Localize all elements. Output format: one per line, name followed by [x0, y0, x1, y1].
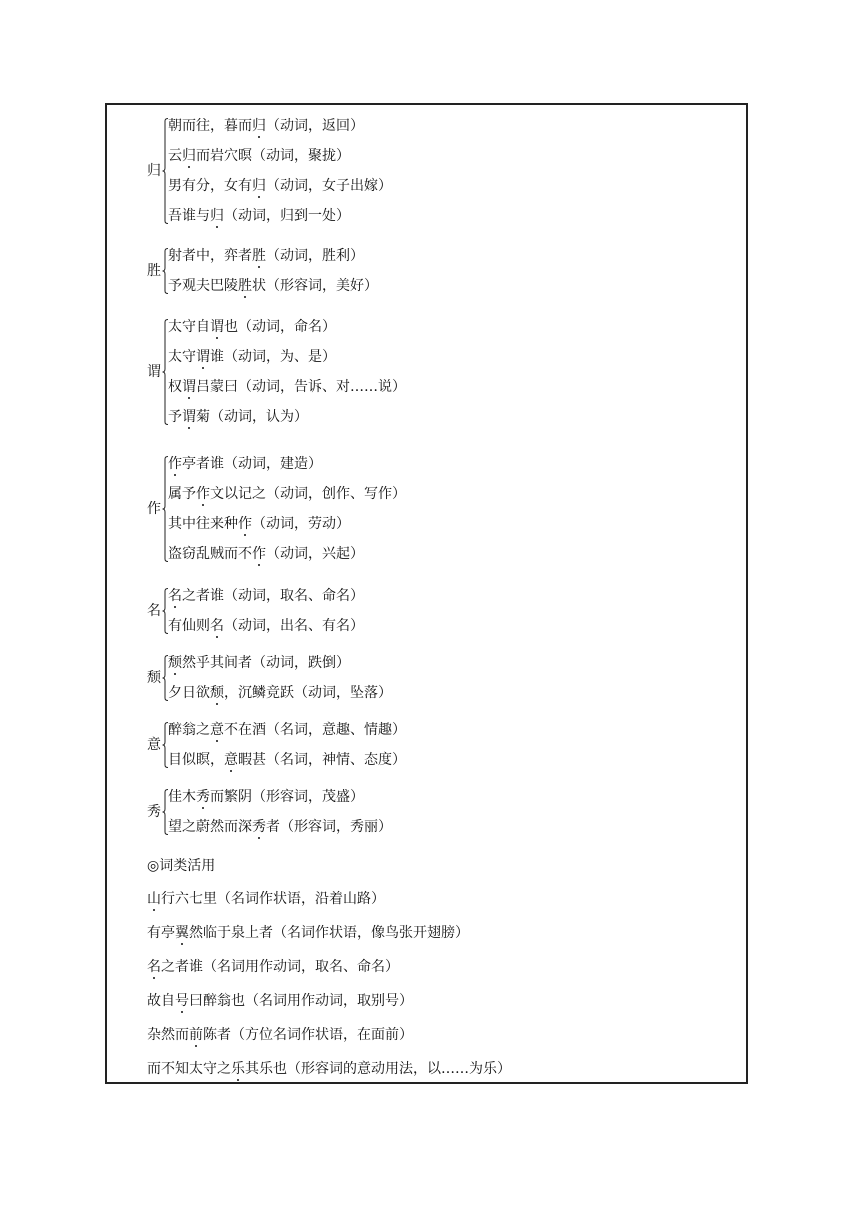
text-segment: （动词，归到一处）: [224, 208, 350, 224]
text-segment: 状（形容词，美好）: [252, 278, 378, 294]
text-segment: 权: [168, 379, 182, 395]
text-segment: 菊（动词，认为）: [196, 409, 308, 425]
usage-item: [147, 891, 385, 907]
text-segment: （动词，兴起）: [266, 546, 364, 562]
text-segment: 亭者谁（动词，建造）: [182, 456, 322, 472]
example-line: [168, 588, 364, 604]
emphasis-character: 颓: [210, 685, 224, 701]
example-line: [168, 278, 378, 294]
emphasis-character: 作: [168, 456, 182, 472]
text-segment: 文以记之（动词，创作、写作）: [210, 486, 406, 502]
text-segment: 不在酒（名词，意趣、情趣）: [224, 722, 406, 738]
text-segment: 而繁阴（形容词，茂盛）: [210, 789, 364, 805]
emphasis-character: 作: [252, 546, 266, 562]
text-segment: 吕蒙曰（动词，告诉、对……说）: [196, 379, 406, 395]
emphasis-character: 山: [147, 891, 161, 907]
text-segment: 夕日欲: [168, 685, 210, 701]
text-segment: 者（形容词，秀丽）: [266, 819, 392, 835]
example-line: [168, 546, 364, 562]
text-segment: （动词，胜利）: [266, 248, 364, 264]
emphasis-character: 名: [147, 959, 161, 975]
text-segment: 故自: [147, 993, 175, 1009]
example-line: [168, 618, 364, 634]
text-segment: 杂然而: [147, 1027, 189, 1043]
text-segment: （动词，返回）: [266, 118, 364, 134]
text-segment: （动词，女子出嫁）: [266, 178, 392, 194]
emphasis-character: 归: [252, 178, 266, 194]
example-line: [168, 118, 364, 134]
text-segment: 而岩穴暝（动词，聚拢）: [196, 148, 350, 164]
example-line: [168, 456, 322, 472]
emphasis-character: 意: [224, 752, 238, 768]
text-segment: （动词，劳动）: [252, 516, 350, 532]
emphasis-character: 作: [238, 516, 252, 532]
usage-item: [147, 959, 399, 975]
emphasis-character: 谓: [210, 319, 224, 335]
emphasis-character: 名: [210, 618, 224, 634]
emphasis-character: 归: [210, 208, 224, 224]
text-segment: 其中往来种: [168, 516, 238, 532]
text-segment: 予: [168, 409, 182, 425]
example-line: [168, 349, 336, 365]
emphasis-character: 胜: [252, 248, 266, 264]
text-segment: ，沉鳞竞跃（动词，坠落）: [224, 685, 392, 701]
example-line: [168, 319, 336, 335]
text-segment: 之者谁（名词用作动词，取名、命名）: [161, 959, 399, 975]
headword: 作: [147, 501, 161, 517]
section-title: ◎词类活用: [147, 858, 216, 874]
text-segment: 暇甚（名词，神情、态度）: [238, 752, 406, 768]
usage-item: [147, 993, 413, 1009]
text-segment: 朝而往，暮而: [168, 118, 252, 134]
emphasis-character: 谓: [182, 379, 196, 395]
text-segment: 有亭: [147, 925, 175, 941]
headword: 颓: [147, 670, 161, 686]
example-line: [168, 789, 364, 805]
example-line: [168, 685, 392, 701]
text-segment: 盗窃乱贼而不: [168, 546, 252, 562]
emphasis-character: 翼: [175, 925, 189, 941]
text-segment: 佳木: [168, 789, 196, 805]
example-line: [168, 722, 406, 738]
example-line: [168, 178, 392, 194]
text-segment: 然乎其间者（动词，跌倒）: [182, 655, 350, 671]
text-segment: 望之蔚然而深: [168, 819, 252, 835]
example-line: [168, 248, 364, 264]
text-segment: 然临于泉上者（名词作状语，像鸟张开翅膀）: [189, 925, 469, 941]
example-line: [168, 486, 406, 502]
text-segment: 男有分，女有: [168, 178, 252, 194]
text-segment: 太守: [168, 349, 196, 365]
emphasis-character: 胜: [238, 278, 252, 294]
content-table: [105, 103, 748, 1084]
headword: 名: [147, 603, 161, 619]
text-segment: 予观夫巴陵: [168, 278, 238, 294]
text-segment: 其乐也（形容词的意动用法，以……为乐）: [245, 1061, 511, 1077]
text-segment: 谁（动词，为、是）: [210, 349, 336, 365]
text-segment: 之者谁（动词，取名、命名）: [182, 588, 364, 604]
text-segment: 射者中，弈者: [168, 248, 252, 264]
headword: 胜: [147, 263, 161, 279]
text-segment: （动词，出名、有名）: [224, 618, 364, 634]
emphasis-character: 归: [252, 118, 266, 134]
example-line: [168, 379, 406, 395]
example-line: [168, 752, 406, 768]
text-segment: 目似瞑，: [168, 752, 224, 768]
example-line: [168, 819, 392, 835]
usage-item: [147, 1061, 511, 1077]
emphasis-character: 谓: [182, 409, 196, 425]
headword: 谓: [147, 364, 161, 380]
example-line: [168, 409, 308, 425]
headword: 秀: [147, 804, 161, 820]
example-line: [168, 148, 350, 164]
emphasis-character: 前: [189, 1027, 203, 1043]
emphasis-character: 秀: [252, 819, 266, 835]
example-line: [168, 516, 350, 532]
text-segment: 云: [168, 148, 182, 164]
usage-item: [147, 925, 469, 941]
emphasis-character: 乐: [231, 1061, 245, 1077]
emphasis-character: 名: [168, 588, 182, 604]
example-line: [168, 655, 350, 671]
headword: 意: [147, 737, 161, 753]
text-segment: 太守自: [168, 319, 210, 335]
emphasis-character: 归: [182, 148, 196, 164]
usage-item: [147, 1027, 413, 1043]
text-segment: 行六七里（名词作状语，沿着山路）: [161, 891, 385, 907]
text-segment: 吾谁与: [168, 208, 210, 224]
headword: 归: [147, 163, 161, 179]
emphasis-character: 作: [196, 486, 210, 502]
text-segment: 也（动词，命名）: [224, 319, 336, 335]
text-segment: 有仙则: [168, 618, 210, 634]
example-line: [168, 208, 350, 224]
text-segment: 曰醉翁也（名词用作动词，取别号）: [189, 993, 413, 1009]
emphasis-character: 颓: [168, 655, 182, 671]
emphasis-character: 意: [210, 722, 224, 738]
text-segment: 醉翁之: [168, 722, 210, 738]
emphasis-character: 谓: [196, 349, 210, 365]
text-segment: 属予: [168, 486, 196, 502]
text-segment: 而不知太守之: [147, 1061, 231, 1077]
text-segment: 陈者（方位名词作状语，在面前）: [203, 1027, 413, 1043]
emphasis-character: 秀: [196, 789, 210, 805]
emphasis-character: 号: [175, 993, 189, 1009]
